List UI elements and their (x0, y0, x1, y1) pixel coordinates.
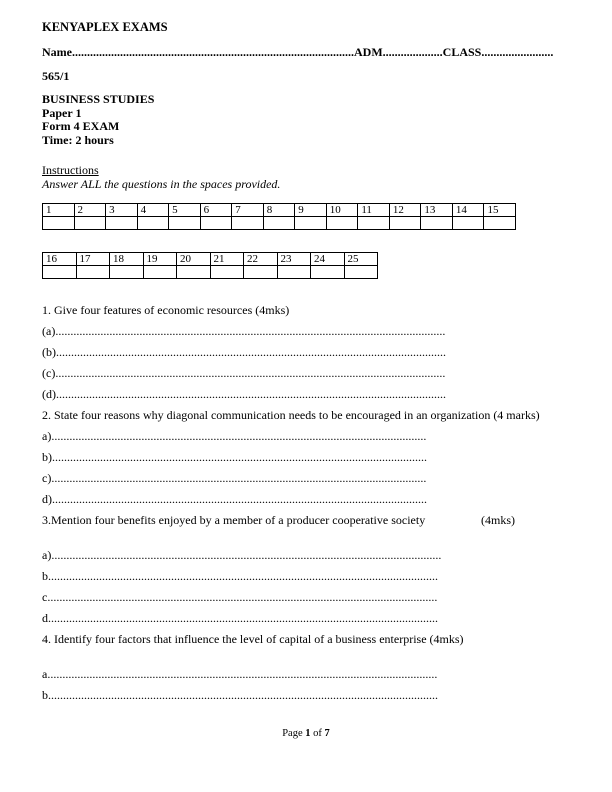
grid-answer-cell (389, 217, 421, 230)
grid2-number-row (43, 253, 378, 266)
grid-number-cell: 14 (452, 204, 484, 217)
grid-number-cell: 6 (200, 204, 232, 217)
question-1-text: 1. Give four features of economic resources (4mks) (42, 303, 290, 317)
grid2-answer-row (43, 266, 378, 279)
question-2-answer-line-a: a)............................................................................................................................. (42, 429, 427, 443)
grid-answer-cell (452, 217, 484, 230)
grid-answer-cell (484, 217, 516, 230)
grid-number-cell: 4 (137, 204, 169, 217)
grid-number-cell: 22 (244, 253, 278, 266)
grid-answer-cell (43, 266, 77, 279)
grid-number-cell: 10 (326, 204, 358, 217)
grid-number-cell: 17 (76, 253, 110, 266)
grid-number-cell: 5 (169, 204, 201, 217)
grid-answer-cell (143, 266, 177, 279)
grid-number-cell: 12 (389, 204, 421, 217)
question-4-text: 4. Identify four factors that influence the level of capital of a business enterprise (4mks) (42, 632, 464, 646)
grid-answer-cell (326, 217, 358, 230)
grid-answer-cell (110, 266, 144, 279)
grid-answer-cell (177, 266, 211, 279)
grid-number-cell: 20 (177, 253, 211, 266)
grid-answer-cell (43, 217, 75, 230)
question-1-answer-line-a: (a).................................................................................................................................. (42, 324, 446, 338)
grid-answer-cell (311, 266, 345, 279)
footer-page-label: Page (282, 728, 306, 739)
grid1-answer-row (43, 217, 516, 230)
grid-answer-cell (358, 217, 390, 230)
grid-number-cell: 25 (344, 253, 378, 266)
grid-answer-cell (74, 217, 106, 230)
grid-number-cell: 15 (484, 204, 516, 217)
grid-number-cell: 13 (421, 204, 453, 217)
question-2-text: 2. State four reasons why diagonal communication needs to be encouraged in an organization (4 marks) (42, 408, 540, 422)
grid-number-cell: 8 (263, 204, 295, 217)
question-4-answer-line-a: a.................................................................................................................................. (42, 667, 438, 681)
name-adm-class-line: Name..............................................................................................ADM....................CLASS........................ (42, 45, 554, 59)
grid-answer-cell (277, 266, 311, 279)
grid-answer-cell (421, 217, 453, 230)
grid-answer-cell (169, 217, 201, 230)
time-allowed: Time: 2 hours (42, 132, 114, 147)
question-3-marks: (4mks) (481, 513, 515, 527)
grid-answer-cell (344, 266, 378, 279)
grid-answer-cell (106, 217, 138, 230)
question-4 (42, 632, 570, 702)
question-3-text: 3.Mention four benefits enjoyed by a member of a producer cooperative society (42, 513, 426, 527)
instructions-text: Answer ALL the questions in the spaces provided. (42, 177, 281, 191)
footer-total-pages: 7 (324, 728, 330, 739)
question-2-answer-line-c: c)............................................................................................................................. (42, 471, 427, 485)
grid-number-cell: 9 (295, 204, 327, 217)
instructions-heading: Instructions (42, 163, 99, 177)
grid-number-cell: 21 (210, 253, 244, 266)
subject-title: BUSINESS STUDIES (42, 92, 155, 106)
question-2-answer-line-b: b)............................................................................................................................. (42, 450, 427, 464)
grid-number-cell: 24 (311, 253, 345, 266)
grid-number-cell: 16 (43, 253, 77, 266)
exam-board-title: KENYAPLEX EXAMS (42, 20, 168, 34)
question-3-text-row (42, 513, 570, 527)
grid-number-cell: 23 (277, 253, 311, 266)
footer-of-label: of (310, 728, 325, 739)
questions-section (42, 303, 570, 702)
question-3 (42, 513, 570, 625)
grid-number-cell: 3 (106, 204, 138, 217)
question-2-answer-line-d: d)............................................................................................................................. (42, 492, 427, 506)
grid-answer-cell (76, 266, 110, 279)
marking-grid-table-1 (42, 203, 516, 230)
grid-number-cell: 18 (110, 253, 144, 266)
question-3-answer-line-b: b.................................................................................................................................. (42, 569, 438, 583)
paper-number: Paper 1 (42, 105, 82, 120)
footer-page-number: 1 (305, 728, 311, 739)
grid-number-cell: 7 (232, 204, 264, 217)
marking-grid-table-2 (42, 252, 378, 279)
question-1-answer-line-d: (d).................................................................................................................................. (42, 387, 446, 401)
page-footer (0, 728, 612, 739)
question-3-answer-line-c: c.................................................................................................................................. (42, 590, 438, 604)
grid-number-cell: 2 (74, 204, 106, 217)
paper-code: 565/1 (42, 69, 70, 83)
question-1 (42, 303, 570, 401)
grid-answer-cell (232, 217, 264, 230)
grid-answer-cell (295, 217, 327, 230)
question-3-answer-line-a: a).................................................................................................................................. (42, 548, 442, 562)
question-1-answer-line-c: (c).................................................................................................................................. (42, 366, 446, 380)
grid-answer-cell (200, 217, 232, 230)
grid-number-cell: 1 (43, 204, 75, 217)
grid-answer-cell (210, 266, 244, 279)
grid-answer-cell (244, 266, 278, 279)
grid-answer-cell (137, 217, 169, 230)
grid-number-cell: 19 (143, 253, 177, 266)
grid-answer-cell (263, 217, 295, 230)
question-4-answer-line-b: b.................................................................................................................................. (42, 688, 438, 702)
question-1-answer-line-b: (b).................................................................................................................................. (42, 345, 446, 359)
grid-number-cell: 11 (358, 204, 390, 217)
form-exam-label: Form 4 EXAM (42, 119, 120, 133)
question-3-answer-line-d: d.................................................................................................................................. (42, 611, 438, 625)
grid1-number-row (43, 204, 516, 217)
question-2 (42, 408, 570, 506)
